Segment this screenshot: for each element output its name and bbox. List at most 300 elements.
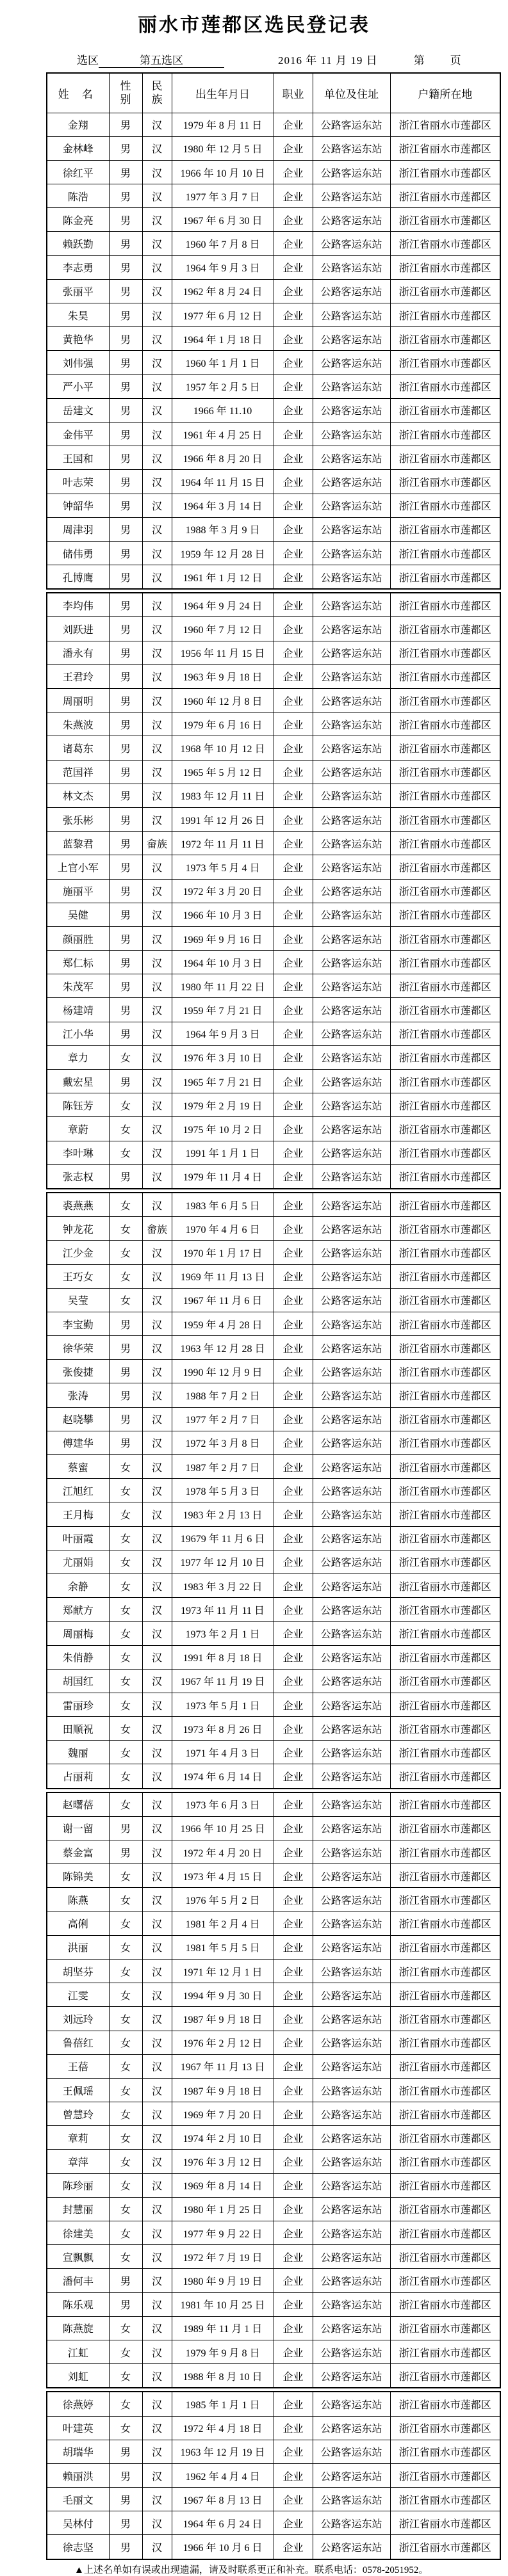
voter-row <box>47 1383 500 1407</box>
cell-name: 徐红平 <box>47 160 109 184</box>
cell-gender: 女 <box>109 2316 142 2340</box>
cell-gender: 女 <box>109 2197 142 2221</box>
cell-ethnicity: 汉 <box>142 1479 172 1502</box>
cell-unit-address: 公路客运东站 <box>313 374 390 398</box>
voter-row <box>47 2535 500 2559</box>
cell-ethnicity: 汉 <box>142 494 172 517</box>
cell-birthdate: 1973 年 2 月 1 日 <box>172 1622 274 1645</box>
voter-row <box>47 1070 500 1093</box>
cell-occupation: 企业 <box>274 760 313 784</box>
cell-birthdate: 1980 年 12 月 5 日 <box>172 136 274 160</box>
cell-ethnicity: 汉 <box>142 517 172 541</box>
cell-residence: 浙江省丽水市莲都区 <box>390 160 500 184</box>
cell-unit-address: 公路客运东站 <box>313 2416 390 2440</box>
cell-occupation: 企业 <box>274 2340 313 2363</box>
cell-occupation: 企业 <box>274 1816 313 1840</box>
cell-unit-address: 公路客运东站 <box>313 926 390 950</box>
cell-name: 田顺祝 <box>47 1717 109 1741</box>
cell-residence: 浙江省丽水市莲都区 <box>390 1764 500 1789</box>
cell-birthdate: 1971 年 12 月 1 日 <box>172 1959 274 1983</box>
cell-birthdate: 1969 年 8 月 14 日 <box>172 2173 274 2197</box>
cell-unit-address: 公路客运东站 <box>313 1888 390 1912</box>
cell-occupation: 企业 <box>274 1479 313 1502</box>
cell-ethnicity: 汉 <box>142 1840 172 1864</box>
cell-name: 雷丽珍 <box>47 1693 109 1716</box>
cell-gender: 女 <box>109 1502 142 1526</box>
voter-row <box>47 494 500 517</box>
cell-birthdate: 1967 年 8 月 13 日 <box>172 2488 274 2511</box>
cell-occupation: 企业 <box>274 2054 313 2078</box>
cell-residence: 浙江省丽水市莲都区 <box>390 593 500 617</box>
cell-ethnicity: 汉 <box>142 541 172 565</box>
cell-name: 郑献方 <box>47 1598 109 1622</box>
voter-row <box>47 446 500 470</box>
cell-occupation: 企业 <box>274 2150 313 2173</box>
cell-unit-address: 公路客运东站 <box>313 1959 390 1983</box>
voter-row <box>47 232 500 255</box>
cell-residence: 浙江省丽水市莲都区 <box>390 784 500 807</box>
cell-gender: 男 <box>109 494 142 517</box>
cell-birthdate: 1969 年 9 月 16 日 <box>172 926 274 950</box>
cell-gender: 女 <box>109 1141 142 1164</box>
cell-name: 江虹 <box>47 2340 109 2363</box>
cell-unit-address: 公路客运东站 <box>313 1383 390 1407</box>
cell-birthdate: 1988 年 7 月 2 日 <box>172 1383 274 1407</box>
cell-ethnicity: 汉 <box>142 1093 172 1117</box>
cell-ethnicity: 汉 <box>142 1312 172 1335</box>
cell-gender: 男 <box>109 517 142 541</box>
cell-occupation: 企业 <box>274 998 313 1022</box>
cell-residence: 浙江省丽水市莲都区 <box>390 494 500 517</box>
cell-name: 张俊捷 <box>47 1360 109 1383</box>
cell-residence: 浙江省丽水市莲都区 <box>390 1093 500 1117</box>
cell-unit-address: 公路客运东站 <box>313 1912 390 1935</box>
cell-name: 尤丽娟 <box>47 1550 109 1574</box>
cell-birthdate: 1979 年 11 月 4 日 <box>172 1164 274 1189</box>
cell-residence: 浙江省丽水市莲都区 <box>390 1288 500 1312</box>
cell-name: 曾慧玲 <box>47 2102 109 2126</box>
cell-name: 施丽平 <box>47 879 109 903</box>
cell-unit-address: 公路客运东站 <box>313 1217 390 1241</box>
cell-birthdate: 1966 年 10 月 3 日 <box>172 903 274 926</box>
cell-unit-address: 公路客运东站 <box>313 1669 390 1693</box>
cell-ethnicity: 汉 <box>142 208 172 232</box>
cell-birthdate: 1967 年 11 月 19 日 <box>172 1669 274 1693</box>
voter-row <box>47 184 500 208</box>
cell-occupation: 企业 <box>274 2292 313 2316</box>
cell-ethnicity: 汉 <box>142 374 172 398</box>
cell-ethnicity: 汉 <box>142 1622 172 1645</box>
cell-birthdate: 1959 年 7 月 21 日 <box>172 998 274 1022</box>
cell-gender: 男 <box>109 2511 142 2535</box>
column-header-ethnicity: 民族 <box>142 73 172 113</box>
cell-birthdate: 1966 年 10 月 6 日 <box>172 2535 274 2559</box>
cell-gender: 女 <box>109 2364 142 2388</box>
cell-residence: 浙江省丽水市莲都区 <box>390 974 500 998</box>
cell-birthdate: 1977 年 3 月 7 日 <box>172 184 274 208</box>
cell-birthdate: 1966 年 10 月 25 日 <box>172 1816 274 1840</box>
voter-row <box>47 2031 500 2054</box>
voter-row <box>47 2292 500 2316</box>
cell-unit-address: 公路客运东站 <box>313 1598 390 1622</box>
cell-occupation: 企业 <box>274 2245 313 2269</box>
cell-unit-address: 公路客运东站 <box>313 470 390 494</box>
voter-row <box>47 1455 500 1479</box>
cell-occupation: 企业 <box>274 113 313 136</box>
cell-occupation: 企业 <box>274 374 313 398</box>
cell-name: 陈锦美 <box>47 1864 109 1888</box>
cell-name: 占丽莉 <box>47 1764 109 1789</box>
cell-gender: 男 <box>109 398 142 422</box>
cell-unit-address: 公路客运东站 <box>313 1717 390 1741</box>
cell-unit-address: 公路客运东站 <box>313 784 390 807</box>
cell-unit-address: 公路客运东站 <box>313 1764 390 1789</box>
cell-gender: 女 <box>109 1264 142 1288</box>
cell-residence: 浙江省丽水市莲都区 <box>390 541 500 565</box>
cell-name: 蔡金富 <box>47 1840 109 1864</box>
voter-row <box>47 2340 500 2363</box>
cell-residence: 浙江省丽水市莲都区 <box>390 2126 500 2150</box>
cell-gender: 男 <box>109 1383 142 1407</box>
cell-residence: 浙江省丽水市莲都区 <box>390 303 500 327</box>
cell-residence: 浙江省丽水市莲都区 <box>390 689 500 712</box>
cell-unit-address: 公路客运东站 <box>313 1093 390 1117</box>
cell-birthdate: 1961 年 4 月 25 日 <box>172 422 274 446</box>
cell-birthdate: 1968 年 10 月 12 日 <box>172 736 274 760</box>
cell-unit-address: 公路客运东站 <box>313 1455 390 1479</box>
cell-gender: 男 <box>109 303 142 327</box>
cell-gender: 女 <box>109 1455 142 1479</box>
voter-row <box>47 1502 500 1526</box>
cell-residence: 浙江省丽水市莲都区 <box>390 1117 500 1141</box>
cell-ethnicity: 汉 <box>142 2102 172 2126</box>
cell-birthdate: 1977 年 2 月 7 日 <box>172 1407 274 1431</box>
voter-row <box>47 664 500 688</box>
voter-row <box>47 1864 500 1888</box>
cell-residence: 浙江省丽水市莲都区 <box>390 1622 500 1645</box>
cell-residence: 浙江省丽水市莲都区 <box>390 374 500 398</box>
cell-residence: 浙江省丽水市莲都区 <box>390 1217 500 1241</box>
cell-occupation: 企业 <box>274 1693 313 1716</box>
cell-gender: 男 <box>109 160 142 184</box>
cell-name: 张涛 <box>47 1383 109 1407</box>
cell-ethnicity: 汉 <box>142 1022 172 1045</box>
cell-occupation: 企业 <box>274 736 313 760</box>
cell-birthdate: 1976 年 2 月 12 日 <box>172 2031 274 2054</box>
cell-gender: 男 <box>109 760 142 784</box>
cell-ethnicity: 汉 <box>142 2511 172 2535</box>
cell-occupation: 企业 <box>274 2463 313 2487</box>
cell-birthdate: 1963 年 9 月 18 日 <box>172 664 274 688</box>
cell-name: 诸葛东 <box>47 736 109 760</box>
cell-ethnicity: 汉 <box>142 113 172 136</box>
cell-birthdate: 1977 年 6 月 12 日 <box>172 303 274 327</box>
cell-name: 张丽平 <box>47 279 109 303</box>
cell-residence: 浙江省丽水市莲都区 <box>390 832 500 855</box>
voter-row <box>47 374 500 398</box>
cell-gender: 男 <box>109 903 142 926</box>
column-header-unit-address: 单位及住址 <box>313 73 390 113</box>
cell-occupation: 企业 <box>274 1241 313 1264</box>
cell-residence: 浙江省丽水市莲都区 <box>390 1383 500 1407</box>
cell-unit-address: 公路客运东站 <box>313 1264 390 1288</box>
cell-unit-address: 公路客运东站 <box>313 1526 390 1550</box>
cell-birthdate: 1965 年 7 月 21 日 <box>172 1070 274 1093</box>
cell-gender: 男 <box>109 1070 142 1093</box>
cell-birthdate: 1971 年 4 月 3 日 <box>172 1741 274 1764</box>
cell-occupation: 企业 <box>274 303 313 327</box>
cell-name: 潘永有 <box>47 641 109 664</box>
voter-row <box>47 2150 500 2173</box>
cell-unit-address: 公路客运东站 <box>313 303 390 327</box>
voter-row <box>47 2416 500 2440</box>
cell-gender: 女 <box>109 1574 142 1597</box>
cell-residence: 浙江省丽水市莲都区 <box>390 1669 500 1693</box>
cell-unit-address: 公路客运东站 <box>313 398 390 422</box>
cell-residence: 浙江省丽水市莲都区 <box>390 1816 500 1840</box>
cell-occupation: 企业 <box>274 1935 313 1959</box>
cell-residence: 浙江省丽水市莲都区 <box>390 2340 500 2363</box>
cell-occupation: 企业 <box>274 1360 313 1383</box>
cell-residence: 浙江省丽水市莲都区 <box>390 1935 500 1959</box>
voter-table-section-4 <box>46 1792 501 2389</box>
voter-table-section-3 <box>46 1192 501 1789</box>
cell-gender: 男 <box>109 374 142 398</box>
cell-name: 岳建文 <box>47 398 109 422</box>
cell-name: 朱燕波 <box>47 712 109 736</box>
cell-birthdate: 1960 年 7 月 12 日 <box>172 617 274 641</box>
cell-gender: 女 <box>109 1792 142 1817</box>
district-value: 第五选区 <box>140 54 183 67</box>
cell-ethnicity: 汉 <box>142 926 172 950</box>
cell-residence: 浙江省丽水市莲都区 <box>390 1574 500 1597</box>
cell-birthdate: 1962 年 4 月 4 日 <box>172 2463 274 2487</box>
cell-ethnicity: 汉 <box>142 1693 172 1716</box>
cell-gender: 女 <box>109 1598 142 1622</box>
voter-row <box>47 1983 500 2007</box>
cell-birthdate: 1967 年 11 月 13 日 <box>172 2054 274 2078</box>
column-header-residence: 户籍所在地 <box>390 73 500 113</box>
voter-row <box>47 1574 500 1597</box>
cell-birthdate: 1979 年 9 月 8 日 <box>172 2340 274 2363</box>
cell-occupation: 企业 <box>274 1645 313 1669</box>
cell-residence: 浙江省丽水市莲都区 <box>390 1840 500 1864</box>
voter-row <box>47 327 500 351</box>
cell-residence: 浙江省丽水市莲都区 <box>390 1502 500 1526</box>
cell-unit-address: 公路客运东站 <box>313 160 390 184</box>
cell-residence: 浙江省丽水市莲都区 <box>390 1070 500 1093</box>
cell-unit-address: 公路客运东站 <box>313 760 390 784</box>
cell-occupation: 企业 <box>274 1336 313 1360</box>
voter-row <box>47 784 500 807</box>
cell-birthdate: 1990 年 12 月 9 日 <box>172 1360 274 1383</box>
voter-row <box>47 2511 500 2535</box>
district-label: 选区 <box>77 54 99 67</box>
cell-name: 戴宏星 <box>47 1070 109 1093</box>
voter-row <box>47 855 500 879</box>
page-number-prefix: 第 <box>413 54 425 67</box>
cell-ethnicity: 汉 <box>142 617 172 641</box>
cell-name: 王国和 <box>47 446 109 470</box>
cell-residence: 浙江省丽水市莲都区 <box>390 617 500 641</box>
cell-ethnicity: 汉 <box>142 136 172 160</box>
voter-row <box>47 1912 500 1935</box>
cell-unit-address: 公路客运东站 <box>313 1693 390 1716</box>
cell-residence: 浙江省丽水市莲都区 <box>390 903 500 926</box>
voter-row <box>47 1407 500 1431</box>
cell-ethnicity: 汉 <box>142 903 172 926</box>
cell-residence: 浙江省丽水市莲都区 <box>390 1455 500 1479</box>
voter-row <box>47 1360 500 1383</box>
cell-unit-address: 公路客运东站 <box>313 1241 390 1264</box>
cell-name: 章萍 <box>47 2150 109 2173</box>
cell-gender: 女 <box>109 1669 142 1693</box>
cell-birthdate: 1987 年 9 月 18 日 <box>172 2007 274 2031</box>
cell-residence: 浙江省丽水市莲都区 <box>390 136 500 160</box>
cell-residence: 浙江省丽水市莲都区 <box>390 2054 500 2078</box>
cell-name: 黄艳华 <box>47 327 109 351</box>
cell-ethnicity: 汉 <box>142 1912 172 1935</box>
cell-gender: 男 <box>109 565 142 590</box>
cell-gender: 女 <box>109 1045 142 1069</box>
voter-row <box>47 2364 500 2388</box>
cell-unit-address: 公路客运东站 <box>313 1312 390 1335</box>
cell-birthdate: 1966 年 10 月 10 日 <box>172 160 274 184</box>
cell-name: 叶志荣 <box>47 470 109 494</box>
cell-gender: 女 <box>109 1193 142 1217</box>
cell-gender: 男 <box>109 807 142 831</box>
cell-name: 叶丽霞 <box>47 1526 109 1550</box>
cell-occupation: 企业 <box>274 1550 313 1574</box>
cell-gender: 男 <box>109 422 142 446</box>
cell-residence: 浙江省丽水市莲都区 <box>390 641 500 664</box>
cell-residence: 浙江省丽水市莲都区 <box>390 517 500 541</box>
cell-name: 王佩瑶 <box>47 2078 109 2102</box>
cell-occupation: 企业 <box>274 1022 313 1045</box>
voter-table-sections <box>0 72 508 2560</box>
cell-unit-address: 公路客运东站 <box>313 2054 390 2078</box>
cell-unit-address: 公路客运东站 <box>313 807 390 831</box>
cell-name: 钟龙花 <box>47 1217 109 1241</box>
cell-occupation: 企业 <box>274 184 313 208</box>
cell-residence: 浙江省丽水市莲都区 <box>390 736 500 760</box>
cell-birthdate: 1957 年 2 月 5 日 <box>172 374 274 398</box>
voter-row <box>47 160 500 184</box>
cell-residence: 浙江省丽水市莲都区 <box>390 1360 500 1383</box>
cell-unit-address: 公路客运东站 <box>313 1840 390 1864</box>
cell-occupation: 企业 <box>274 712 313 736</box>
cell-gender: 女 <box>109 1645 142 1669</box>
cell-gender: 女 <box>109 2150 142 2173</box>
cell-gender: 女 <box>109 1693 142 1716</box>
cell-occupation: 企业 <box>274 1622 313 1645</box>
cell-residence: 浙江省丽水市莲都区 <box>390 1526 500 1550</box>
cell-gender: 女 <box>109 1622 142 1645</box>
cell-ethnicity: 汉 <box>142 855 172 879</box>
cell-name: 朱茂军 <box>47 974 109 998</box>
cell-gender: 男 <box>109 664 142 688</box>
cell-occupation: 企业 <box>274 1792 313 1817</box>
cell-gender: 男 <box>109 1312 142 1335</box>
voter-table-section-5 <box>46 2391 501 2559</box>
cell-name: 上官小军 <box>47 855 109 879</box>
cell-unit-address: 公路客运东站 <box>313 1407 390 1431</box>
cell-gender: 女 <box>109 2031 142 2054</box>
cell-name: 储伟勇 <box>47 541 109 565</box>
footer-note: ▲上述名单如有误或出现遗漏，请及时联系更正和补充。联系电话：0578-2051952。 <box>74 2564 429 2575</box>
cell-name: 刘虹 <box>47 2364 109 2388</box>
cell-residence: 浙江省丽水市莲都区 <box>390 1312 500 1335</box>
cell-ethnicity: 汉 <box>142 593 172 617</box>
cell-ethnicity: 汉 <box>142 1264 172 1288</box>
voter-row <box>47 1217 500 1241</box>
cell-occupation: 企业 <box>274 351 313 374</box>
cell-residence: 浙江省丽水市莲都区 <box>390 1431 500 1454</box>
voter-row <box>47 2488 500 2511</box>
cell-unit-address: 公路客运东站 <box>313 2031 390 2054</box>
cell-gender: 男 <box>109 1336 142 1360</box>
voter-table-section-1 <box>46 72 501 590</box>
cell-occupation: 企业 <box>274 1669 313 1693</box>
cell-gender: 男 <box>109 279 142 303</box>
cell-occupation: 企业 <box>274 470 313 494</box>
cell-name: 王君玲 <box>47 664 109 688</box>
voter-row <box>47 760 500 784</box>
cell-ethnicity: 汉 <box>142 1645 172 1669</box>
cell-residence: 浙江省丽水市莲都区 <box>390 2031 500 2054</box>
cell-birthdate: 1972 年 3 月 8 日 <box>172 1431 274 1454</box>
cell-unit-address: 公路客运东站 <box>313 664 390 688</box>
voter-row <box>47 1117 500 1141</box>
cell-birthdate: 1969 年 11 月 13 日 <box>172 1264 274 1288</box>
cell-residence: 浙江省丽水市莲都区 <box>390 351 500 374</box>
cell-ethnicity: 汉 <box>142 951 172 974</box>
cell-gender: 女 <box>109 1093 142 1117</box>
voter-row <box>47 1622 500 1645</box>
cell-occupation: 企业 <box>274 2126 313 2150</box>
cell-residence: 浙江省丽水市莲都区 <box>390 1792 500 1817</box>
cell-ethnicity: 汉 <box>142 974 172 998</box>
cell-gender: 男 <box>109 1407 142 1431</box>
cell-occupation: 企业 <box>274 2197 313 2221</box>
cell-residence: 浙江省丽水市莲都区 <box>390 1241 500 1264</box>
cell-gender: 男 <box>109 2463 142 2487</box>
cell-name: 封慧丽 <box>47 2197 109 2221</box>
cell-gender: 女 <box>109 2221 142 2245</box>
cell-unit-address: 公路客运东站 <box>313 1336 390 1360</box>
cell-residence: 浙江省丽水市莲都区 <box>390 2102 500 2126</box>
cell-occupation: 企业 <box>274 689 313 712</box>
voter-row <box>47 1312 500 1335</box>
cell-occupation: 企业 <box>274 2221 313 2245</box>
voter-row <box>47 641 500 664</box>
cell-name: 章蔚 <box>47 1117 109 1141</box>
cell-occupation: 企业 <box>274 1526 313 1550</box>
cell-occupation: 企业 <box>274 398 313 422</box>
cell-occupation: 企业 <box>274 279 313 303</box>
voter-row <box>47 1288 500 1312</box>
cell-birthdate: 1972 年 3 月 20 日 <box>172 879 274 903</box>
cell-gender: 女 <box>109 1550 142 1574</box>
voter-row <box>47 1022 500 1045</box>
cell-birthdate: 1976 年 5 月 2 日 <box>172 1888 274 1912</box>
voter-row <box>47 255 500 279</box>
cell-occupation: 企业 <box>274 1407 313 1431</box>
cell-residence: 浙江省丽水市莲都区 <box>390 184 500 208</box>
cell-ethnicity: 汉 <box>142 398 172 422</box>
cell-gender: 男 <box>109 2535 142 2559</box>
cell-gender: 男 <box>109 113 142 136</box>
